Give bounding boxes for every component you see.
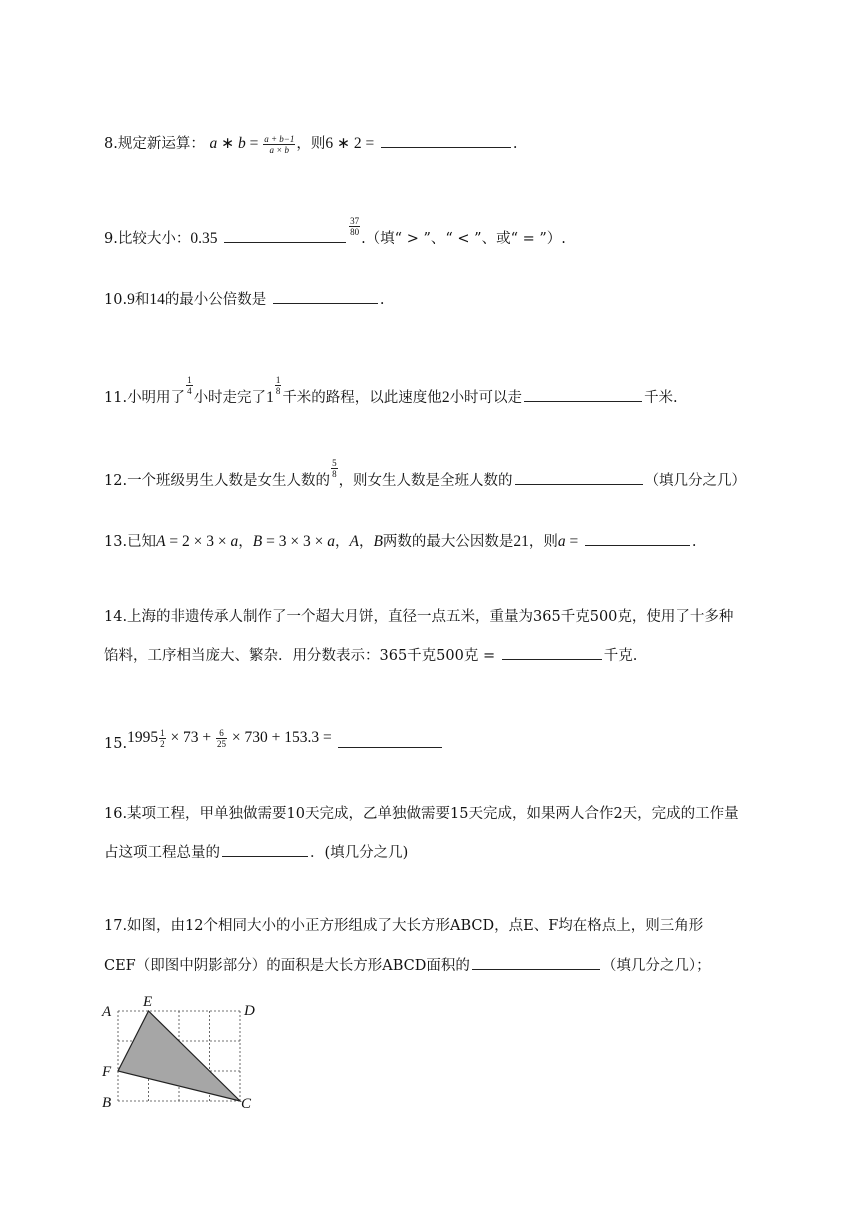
q15-frac1-den: 2: [160, 738, 165, 749]
q10-and: 和: [134, 292, 150, 308]
question-17-line-2: [104, 955, 711, 976]
q17-answer-blank[interactable]: [472, 955, 600, 970]
q11-text-2: 小时走完了: [193, 390, 267, 406]
q8-var-b: b: [237, 135, 246, 152]
q10-answer-blank[interactable]: [273, 289, 378, 304]
q8-star: ∗: [217, 135, 238, 152]
question-9: [104, 216, 566, 249]
rectangle-abcd-figure: [98, 990, 268, 1115]
q9-frac-den: 80: [350, 227, 360, 237]
q8-eq: =: [245, 135, 263, 152]
q11-text-4: 小时可以走: [449, 390, 523, 406]
q15-mid-1: × 73 +: [166, 729, 216, 746]
label-e: E: [143, 994, 153, 1010]
q11-frac1-den: 4: [187, 386, 192, 396]
q15-fraction-2: [216, 728, 227, 749]
q15-frac1-num: 1: [160, 727, 165, 738]
question-16-line-2: [104, 842, 408, 863]
q11-frac2-den: 8: [275, 386, 281, 396]
question-10: [104, 289, 385, 310]
q14-line-1: 14.上海的非遗传承人制作了一个超大月饼，直径一点五米，重量为365千克500克，使用了十多种: [104, 609, 734, 625]
q13-var-B: B: [252, 533, 263, 550]
q8-var-a: a: [209, 135, 218, 152]
q12-fraction: [331, 458, 338, 479]
q12-frac-num: 5: [332, 458, 337, 468]
q9-answer-blank[interactable]: [224, 228, 346, 243]
q14-line-2b: 千克.: [603, 648, 638, 664]
q13-comma: ，: [238, 534, 253, 550]
q13-text-2: 两数的最大公因数是: [382, 534, 514, 550]
q8-fraction: [263, 134, 295, 155]
question-12: [104, 458, 746, 491]
label-c: C: [241, 1096, 252, 1112]
q8-answer-blank[interactable]: [381, 133, 511, 148]
question-13: 13.已知A = 2 × 3 × a，B = 3 × 3 × a，A，B两数的最大公因数是21，则a = .: [104, 533, 697, 550]
q8-text: 规定新运算：: [117, 136, 205, 152]
q13-end: .: [691, 534, 697, 550]
q8-then: ，则: [296, 136, 326, 152]
q13-var-a3: a: [557, 533, 566, 550]
q13-var-a2: a: [327, 533, 335, 550]
question-16-line-1: [104, 804, 739, 824]
q13-var-A2: A: [349, 533, 359, 550]
q8-frac-den: a × b: [263, 144, 295, 155]
q11-unit: 千米.: [644, 390, 678, 406]
q10-a: 9: [127, 291, 135, 308]
q16-line-2a: 占这项工程总量的: [104, 845, 220, 861]
q10-b: 14: [149, 291, 165, 308]
q8-frac-num: a + b−1: [264, 133, 295, 144]
q13-var-A: A: [156, 533, 166, 550]
q17-line-2b: （填几分之几）；: [601, 958, 711, 974]
q11-frac2-num: 1: [275, 375, 281, 385]
question-14-line-2: [104, 645, 637, 666]
q17-line-1: 17.如图，由12个相同大小的小正方形组成了大长方形ABCD，点E、F均在格点上，则三角形: [104, 918, 704, 934]
q10-end: .: [379, 292, 385, 308]
q15-mid-2: × 730 + 153.3 =: [228, 729, 332, 746]
question-14-line-1: [104, 607, 733, 627]
q15-answer-blank[interactable]: [338, 733, 442, 748]
q12-answer-blank[interactable]: [515, 470, 643, 485]
q16-answer-blank[interactable]: [222, 842, 308, 857]
q8-end: .: [512, 136, 518, 152]
q16-line-1: 16.某项工程，甲单独做需要10天完成，乙单独做需要15天完成，如果两人合作2天，完成的工作量: [104, 806, 739, 822]
q13-text-3: ，则: [528, 534, 558, 550]
label-d: D: [244, 1003, 255, 1019]
q13-var-a1: a: [230, 533, 239, 550]
q11-fraction-2: [275, 375, 282, 396]
q15-frac2-den: 25: [217, 738, 227, 749]
q9-value: 0.35: [190, 230, 218, 247]
question-11: [104, 375, 678, 408]
q13-eq: =: [565, 533, 579, 550]
q11-answer-blank[interactable]: [524, 387, 642, 402]
q11-text-1: 小明用了: [127, 390, 186, 406]
q12-frac-den: 8: [332, 469, 337, 479]
q15-frac2-num: 6: [219, 727, 224, 738]
q15-fraction-1: [159, 728, 166, 749]
q9-text: 比较大小：: [117, 231, 191, 247]
q15-whole: 1995: [127, 729, 159, 746]
q16-line-2b: ．(填几分之几): [310, 845, 409, 861]
q8-number: 8.: [104, 136, 118, 152]
q10-number: 10.: [104, 292, 128, 308]
q8-expr: 6 ∗ 2 =: [325, 135, 375, 152]
q13-number: 13.: [104, 534, 128, 550]
q13-text-1: 已知: [127, 534, 157, 550]
q13-gcd: 21: [513, 533, 529, 550]
q9-number: 9.: [104, 231, 118, 247]
label-a: A: [102, 1004, 112, 1020]
q9-fraction: [349, 216, 360, 237]
q12-number: 12.: [104, 473, 128, 489]
q12-text-1: 一个班级男生人数是女生人数的: [127, 473, 331, 489]
q11-frac1-num: 1: [187, 375, 192, 385]
q14-line-2a: 馅料，工序相当庞大、繁杂．用分数表示：365千克500克 =: [104, 648, 496, 664]
q11-number: 11.: [104, 390, 128, 406]
label-f: F: [102, 1064, 112, 1080]
question-8: [104, 133, 517, 155]
q13-expr-B: = 3 × 3 ×: [262, 533, 328, 550]
question-15: [104, 727, 444, 752]
q13-var-B2: B: [373, 533, 383, 550]
q10-text: 的最小公倍数是: [164, 292, 267, 308]
q11-fraction-1: [186, 375, 193, 396]
q9-hint: .（填“ > ”、“ < ”、或“ = ”）.: [361, 231, 566, 247]
label-b: B: [102, 1095, 112, 1111]
q13-answer-blank[interactable]: [585, 531, 690, 546]
q15-number: 15.: [104, 736, 128, 752]
q12-text-2: ，则女生人数是全班人数的: [338, 473, 513, 489]
q11-whole: 1: [266, 389, 274, 406]
q17-line-2a: CEF（即图中阴影部分）的面积是大长方形ABCD面积的: [104, 958, 470, 974]
q13-expr-A: = 2 × 3 ×: [165, 533, 231, 550]
q11-text-3: 千米的路程，以此速度他: [282, 390, 442, 406]
q11-hours: 2: [441, 389, 450, 406]
question-17-line-1: [104, 916, 703, 936]
q9-frac-num: 37: [350, 216, 360, 226]
q14-answer-blank[interactable]: [502, 645, 602, 660]
q12-hint: （填几分之几）: [644, 473, 747, 489]
